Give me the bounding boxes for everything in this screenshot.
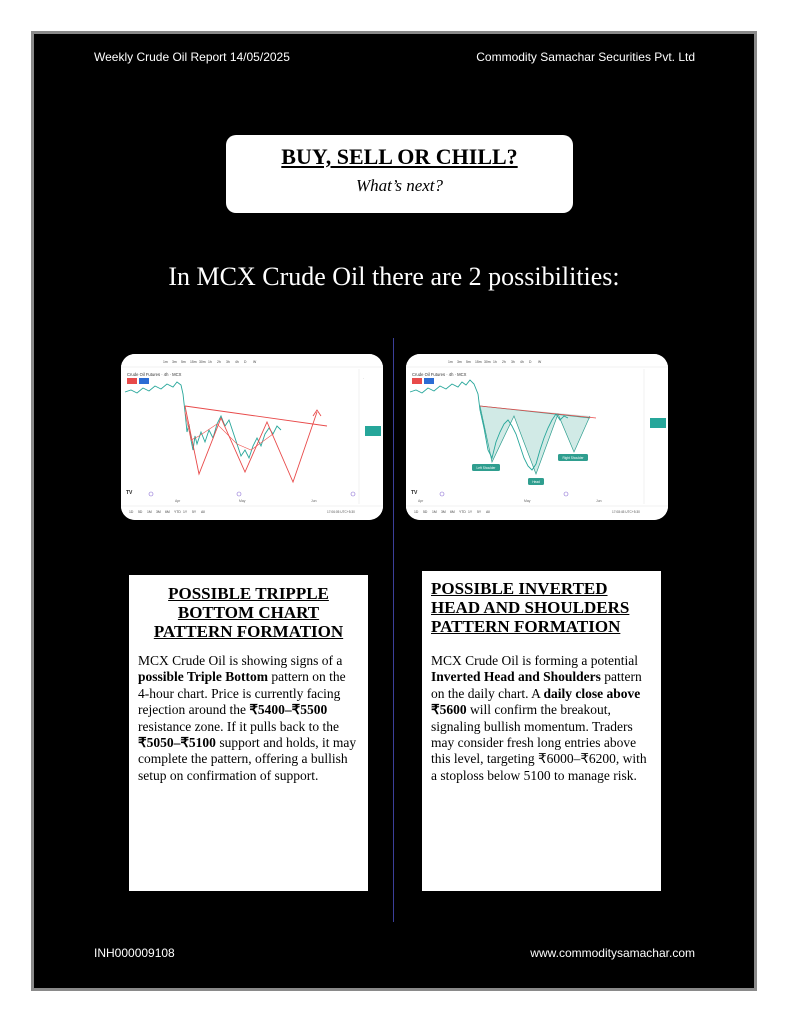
- range-toolbar: [129, 510, 205, 514]
- range-3m[interactable]: 3M: [156, 510, 161, 514]
- time-readout: 17:06:05 UTC+5:30: [327, 510, 355, 514]
- report-page: [38, 38, 750, 984]
- current-price-tag: [650, 418, 666, 428]
- range-5y[interactable]: 5Y: [192, 510, 197, 514]
- body-text: MCX Crude Oil is forming a potential: [431, 653, 638, 668]
- headline: In MCX Crude Oil there are 2 possibilities:: [168, 262, 620, 291]
- range-ytd[interactable]: YTD: [174, 510, 181, 514]
- column-divider: [393, 338, 394, 922]
- timeframe-3m[interactable]: 3m: [457, 360, 462, 364]
- website-link[interactable]: www.commoditysamachar.com: [530, 946, 695, 960]
- breakout-level: daily close above ₹5600: [431, 685, 641, 718]
- body-text: support and holds, it may complete the pattern, offering a bullish setup on confirmation of support.: [138, 735, 357, 783]
- range-ytd[interactable]: YTD: [459, 510, 466, 514]
- timeframe-d[interactable]: D: [529, 360, 532, 364]
- timeframe-15m[interactable]: 15m: [475, 360, 482, 364]
- time-readout: 17:08:45 UTC+5:30: [612, 510, 640, 514]
- title-box: [226, 135, 573, 213]
- range-1d[interactable]: 1D: [129, 510, 134, 514]
- company-name-header: Commodity Samachar Securities Pvt. Ltd: [476, 50, 695, 64]
- x-label-may: May: [524, 499, 531, 503]
- registration-number: INH000009108: [94, 946, 175, 960]
- resistance-zone: ₹5400–₹5500: [249, 702, 328, 718]
- right-shoulder-label: Right Shoulder: [562, 456, 584, 460]
- body-text: pattern on the daily chart. A: [431, 669, 642, 701]
- timeframe-3h[interactable]: 3h: [226, 360, 230, 364]
- inverted-head-shoulders-title: POSSIBLE INVERTED HEAD AND SHOULDERS PATTERN FORMATION: [431, 579, 630, 636]
- range-1m[interactable]: 1M: [147, 510, 152, 514]
- chart-symbol: Crude Oil Futures · 4h · MCX: [412, 372, 467, 377]
- timeframe-w[interactable]: W: [538, 360, 542, 364]
- tradingview-logo: TV: [126, 490, 133, 496]
- timeframe-2h[interactable]: 2h: [217, 360, 221, 364]
- head-label: Head: [532, 480, 540, 484]
- inverted-head-shoulders-chart-svg: [406, 354, 668, 520]
- range-1y[interactable]: 1Y: [468, 510, 473, 514]
- inverted-head-shoulders-chart: [406, 354, 668, 520]
- timeframe-5m[interactable]: 5m: [181, 360, 186, 364]
- triple-bottom-chart-svg: [121, 354, 383, 520]
- body-text: resistance zone. If it pulls back to the: [138, 718, 339, 734]
- body-text: pattern on the 4-hour chart. Price is currently facing rejection around the: [138, 669, 346, 718]
- page-frame: [31, 31, 757, 991]
- support-zone: ₹5050–₹5100: [138, 735, 216, 751]
- left-shoulder-label: Left Shoulder: [476, 466, 496, 470]
- buy-price-box[interactable]: [424, 378, 434, 384]
- triple-bottom-box: [129, 575, 368, 891]
- x-label-apr: Apr: [175, 499, 181, 503]
- timeframe-1h[interactable]: 1h: [208, 360, 212, 364]
- range-1d[interactable]: 1D: [414, 510, 419, 514]
- range-6m[interactable]: 6M: [450, 510, 455, 514]
- body-bold-text: possible Triple Bottom: [138, 669, 269, 685]
- buy-price-box[interactable]: [139, 378, 149, 384]
- timeframe-30m[interactable]: 30m: [199, 360, 206, 364]
- range-1m[interactable]: 1M: [432, 510, 437, 514]
- current-price-tag: [365, 426, 381, 436]
- subtitle: What’s next?: [355, 176, 444, 195]
- sell-price-box[interactable]: [127, 378, 137, 384]
- timeframe-3h[interactable]: 3h: [511, 360, 515, 364]
- range-5d[interactable]: 5D: [138, 510, 143, 514]
- timeframe-1m[interactable]: 1m: [163, 360, 168, 364]
- main-title: BUY, SELL OR CHILL?: [281, 144, 518, 169]
- range-toolbar: [414, 510, 490, 514]
- timeframe-30m[interactable]: 30m: [484, 360, 491, 364]
- body-text: will confirm the breakout, signaling bullish momentum. Traders may consider fresh long entries above this level, targeting ₹6000–₹6200, with a stoploss below 5100 to manage risk.: [431, 702, 647, 783]
- timeframe-3m[interactable]: 3m: [172, 360, 177, 364]
- timeframe-15m[interactable]: 15m: [190, 360, 197, 364]
- timeframe-4h[interactable]: 4h: [235, 360, 239, 364]
- range-all[interactable]: All: [201, 510, 205, 514]
- range-all[interactable]: All: [486, 510, 490, 514]
- triple-bottom-body: [138, 653, 359, 784]
- svg-text:·: ·: [363, 377, 365, 381]
- timeframe-4h[interactable]: 4h: [520, 360, 524, 364]
- inverted-head-shoulders-body: [431, 653, 652, 784]
- tradingview-logo: TV: [411, 490, 418, 496]
- range-6m[interactable]: 6M: [165, 510, 170, 514]
- timeframe-1m[interactable]: 1m: [448, 360, 453, 364]
- range-5y[interactable]: 5Y: [477, 510, 482, 514]
- body-text: MCX Crude Oil is showing signs of a: [138, 653, 343, 668]
- x-label-jun: Jun: [596, 499, 602, 503]
- inverted-head-shoulders-box: [422, 571, 661, 891]
- chart-symbol: Crude Oil Futures · 4h · MCX: [127, 372, 182, 377]
- triple-bottom-chart: [121, 354, 383, 520]
- timeframe-5m[interactable]: 5m: [466, 360, 471, 364]
- timeframe-1h[interactable]: 1h: [493, 360, 497, 364]
- range-1y[interactable]: 1Y: [183, 510, 188, 514]
- x-label-jun: Jun: [311, 499, 317, 503]
- timeframe-d[interactable]: D: [244, 360, 247, 364]
- timeframe-2h[interactable]: 2h: [502, 360, 506, 364]
- x-label-apr: Apr: [418, 499, 424, 503]
- range-5d[interactable]: 5D: [423, 510, 428, 514]
- sell-price-box[interactable]: [412, 378, 422, 384]
- triple-bottom-title: POSSIBLE TRIPPLE BOTTOM CHART PATTERN FORMATION: [153, 584, 344, 641]
- range-3m[interactable]: 3M: [441, 510, 446, 514]
- report-title-header: Weekly Crude Oil Report 14/05/2025: [94, 50, 290, 64]
- x-label-may: May: [239, 499, 246, 503]
- timeframe-w[interactable]: W: [253, 360, 257, 364]
- body-bold-text: Inverted Head and Shoulders: [431, 669, 601, 685]
